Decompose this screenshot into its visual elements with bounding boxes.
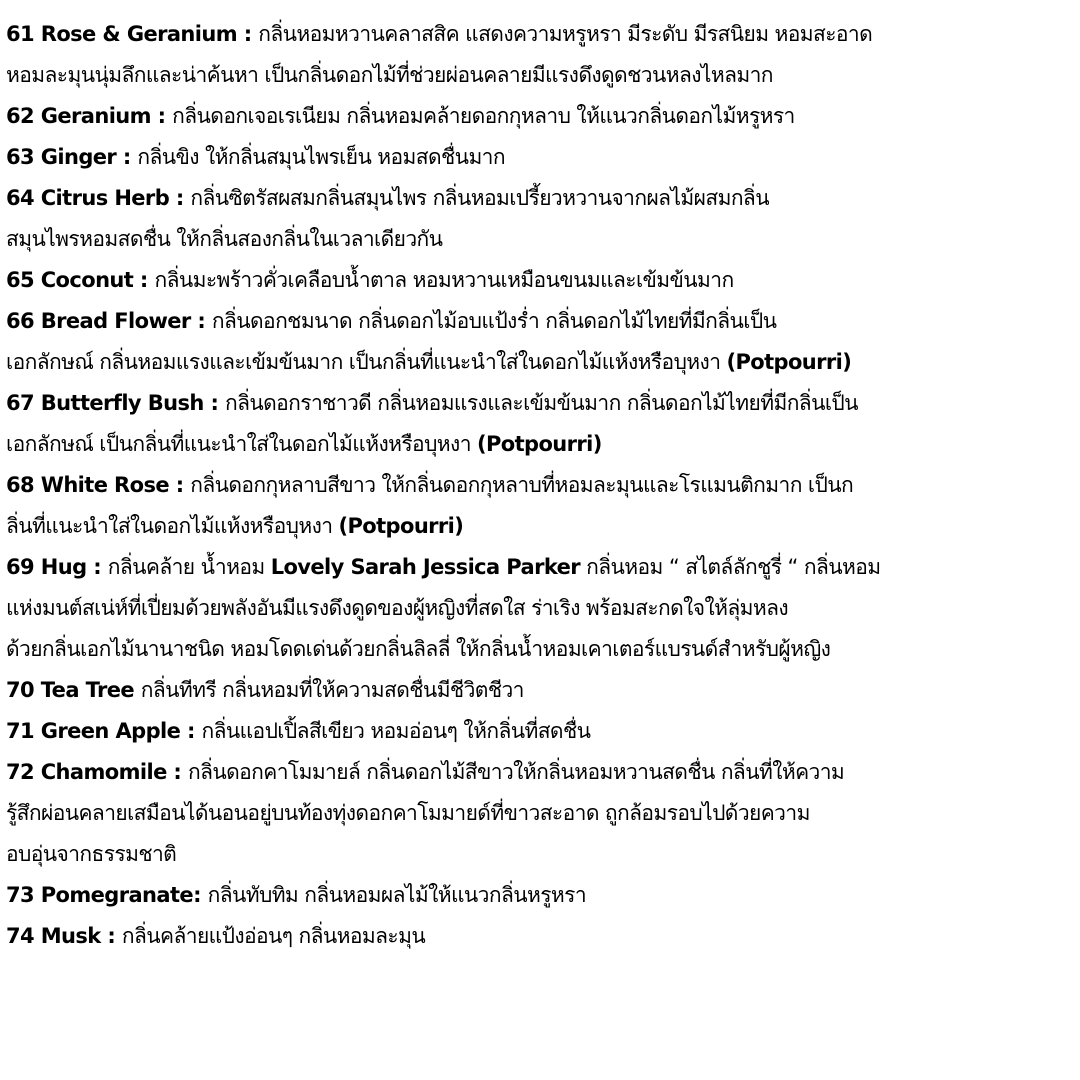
scent-separator: : bbox=[180, 719, 202, 743]
entry-line bbox=[6, 96, 1072, 137]
scent-description: กลิ่นขิง ให้กลิ่นสมุนไพรเย็น หอมสดชื่นมาก bbox=[137, 145, 505, 169]
scent-title bbox=[6, 145, 137, 169]
scent-description: สมุนไพรหอมสดชื่น ให้กลิ่นสองกลิ่นในเวลาเดียวกัน bbox=[6, 227, 443, 251]
scent-description: รู้สึกผ่อนคลายเสมือนได้นอนอยู่บนท้องทุ่งดอกคาโมมายด์ที่ขาวสะอาด ถูกล้อมรอบไปด้วยความ bbox=[6, 801, 810, 825]
scent-description: กลิ่นดอกเจอเรเนียม กลิ่นหอมคล้ายดอกกุหลาบ ให้แนวกลิ่นดอกไม้หรูหรา bbox=[172, 104, 795, 128]
entry-line bbox=[6, 219, 1072, 260]
scent-number: 70 bbox=[6, 678, 35, 702]
scent-entry bbox=[6, 383, 1072, 465]
scent-entry bbox=[6, 260, 1072, 301]
entry-line bbox=[6, 465, 1072, 506]
scent-name: Tea Tree bbox=[40, 678, 135, 702]
scent-title bbox=[6, 391, 225, 415]
scent-entry bbox=[6, 137, 1072, 178]
latin-term: (Potpourri) bbox=[338, 514, 464, 538]
scent-separator: : bbox=[100, 924, 122, 948]
scent-name: Pomegranate bbox=[40, 883, 194, 907]
scent-name: White Rose bbox=[40, 473, 169, 497]
scent-title bbox=[6, 678, 141, 702]
scent-separator: : bbox=[193, 883, 208, 907]
entry-line bbox=[6, 55, 1072, 96]
entry-line bbox=[6, 342, 1072, 383]
entry-line bbox=[6, 301, 1072, 342]
scent-name: Hug bbox=[40, 555, 87, 579]
scent-title bbox=[6, 924, 122, 948]
entry-line bbox=[6, 588, 1072, 629]
scent-name: Coconut bbox=[40, 268, 134, 292]
scent-number: 71 bbox=[6, 719, 35, 743]
scent-entry bbox=[6, 465, 1072, 547]
scent-description: กลิ่นแอปเปิ้ลสีเขียว หอมอ่อนๆ ให้กลิ่นที่สดชื่น bbox=[201, 719, 591, 743]
scent-description: เอกลักษณ์ เป็นกลิ่นที่แนะนำใส่ในดอกไม้แห้งหรือบุหงา (Potpourri) bbox=[6, 432, 602, 456]
entry-line bbox=[6, 793, 1072, 834]
scent-separator: : bbox=[169, 473, 191, 497]
scent-number: 67 bbox=[6, 391, 35, 415]
scent-description: กลิ่นดอกชมนาด กลิ่นดอกไม้อบแป้งร่ำ กลิ่นดอกไม้ไทยที่มีกลิ่นเป็น bbox=[211, 309, 777, 333]
scent-separator: : bbox=[169, 186, 191, 210]
scent-entry bbox=[6, 96, 1072, 137]
entry-line bbox=[6, 711, 1072, 752]
entry-line bbox=[6, 14, 1072, 55]
scent-number: 72 bbox=[6, 760, 35, 784]
entry-line bbox=[6, 178, 1072, 219]
scent-separator: : bbox=[150, 104, 173, 128]
scent-name: Green Apple bbox=[40, 719, 181, 743]
scent-separator bbox=[134, 678, 141, 702]
scent-entry bbox=[6, 14, 1072, 96]
scent-description: เอกลักษณ์ กลิ่นหอมแรงและเข้มข้นมาก เป็นกลิ่นที่แนะนำใส่ในดอกไม้แห้งหรือบุหงา (Potpourri) bbox=[6, 350, 852, 374]
latin-term: (Potpourri) bbox=[476, 432, 602, 456]
scent-entry bbox=[6, 916, 1072, 957]
scent-number: 61 bbox=[6, 22, 35, 46]
entry-line bbox=[6, 752, 1072, 793]
entry-line bbox=[6, 137, 1072, 178]
scent-entry bbox=[6, 711, 1072, 752]
entry-line bbox=[6, 383, 1072, 424]
scent-name: Butterfly Bush bbox=[40, 391, 204, 415]
scent-name: Ginger bbox=[40, 145, 117, 169]
scent-name: Geranium bbox=[40, 104, 151, 128]
scent-description: กลิ่นคล้าย น้ำหอม Lovely Sarah Jessica Parker กลิ่นหอม “ สไตล์ลักชูรี่ “ กลิ่นหอม bbox=[107, 555, 881, 579]
scent-separator: : bbox=[116, 145, 138, 169]
scent-title bbox=[6, 555, 108, 579]
scent-entry bbox=[6, 301, 1072, 383]
entry-line bbox=[6, 547, 1072, 588]
scent-title bbox=[6, 104, 172, 128]
scent-description: หอมละมุนนุ่มลึกและน่าค้นหา เป็นกลิ่นดอกไม้ที่ช่วยผ่อนคลายมีแรงดึงดูดชวนหลงไหลมาก bbox=[6, 63, 773, 87]
scent-title bbox=[6, 268, 154, 292]
scent-separator: : bbox=[86, 555, 108, 579]
scent-number: 68 bbox=[6, 473, 35, 497]
entry-line bbox=[6, 629, 1072, 670]
scent-separator: : bbox=[190, 309, 212, 333]
scent-title bbox=[6, 760, 188, 784]
scent-description: กลิ่นดอกราชาวดี กลิ่นหอมแรงและเข้มข้นมาก กลิ่นดอกไม้ไทยที่มีกลิ่นเป็น bbox=[224, 391, 858, 415]
scent-number: 63 bbox=[6, 145, 35, 169]
scent-number: 64 bbox=[6, 186, 35, 210]
entry-line bbox=[6, 916, 1072, 957]
scent-number: 73 bbox=[6, 883, 35, 907]
scent-entry bbox=[6, 178, 1072, 260]
scent-entry bbox=[6, 670, 1072, 711]
entry-line bbox=[6, 834, 1072, 875]
scent-description: ด้วยกลิ่นเอกไม้นานาชนิด หอมโดดเด่นด้วยกลิ่นลิลลี่ ให้กลิ่นน้ำหอมเคาเตอร์แบรนด์สำหรับผู้หญิง bbox=[6, 637, 831, 661]
scent-number: 65 bbox=[6, 268, 35, 292]
scent-entry bbox=[6, 547, 1072, 670]
entry-line bbox=[6, 506, 1072, 547]
scent-name: Bread Flower bbox=[40, 309, 191, 333]
scent-entry bbox=[6, 752, 1072, 875]
entry-line bbox=[6, 670, 1072, 711]
entry-line bbox=[6, 424, 1072, 465]
scent-description: กลิ่นคล้ายแป้งอ่อนๆ กลิ่นหอมละมุน bbox=[121, 924, 426, 948]
scent-description: กลิ่นดอกกุหลาบสีขาว ให้กลิ่นดอกกุหลาบที่หอมละมุนและโรแมนติกมาก เป็นก bbox=[190, 473, 854, 497]
scent-description: กลิ่นดอกคาโมมายล์ กลิ่นดอกไม้สีขาวให้กลิ่นหอมหวานสดชื่น กลิ่นที่ให้ความ bbox=[187, 760, 845, 784]
scent-entry bbox=[6, 875, 1072, 916]
latin-term: (Potpourri) bbox=[726, 350, 852, 374]
scent-name: Rose & Geranium bbox=[40, 22, 238, 46]
scent-list bbox=[6, 14, 1072, 957]
scent-number: 69 bbox=[6, 555, 35, 579]
scent-number: 62 bbox=[6, 104, 35, 128]
scent-name: Musk bbox=[40, 924, 101, 948]
scent-title bbox=[6, 883, 208, 907]
scent-description: กลิ่นหอมหวานคลาสสิค แสดงความหรูหรา มีระดับ มีรสนิยม หอมสะอาด bbox=[258, 22, 873, 46]
scent-description: ลิ่นที่แนะนำใส่ในดอกไม้แห้งหรือบุหงา (Potpourri) bbox=[6, 514, 464, 538]
scent-title bbox=[6, 186, 190, 210]
scent-description: อบอุ่นจากธรรมชาติ bbox=[6, 842, 177, 866]
scent-description: แห่งมนต์สเน่ห์ที่เปี่ยมด้วยพลังอันมีแรงดึงดูดของผู้หญิงที่สดใส ร่าเริง พร้อมสะกดใจให้ลุ่มหลง bbox=[6, 596, 789, 620]
scent-title bbox=[6, 719, 201, 743]
latin-term: Lovely Sarah Jessica Parker bbox=[270, 555, 581, 579]
scent-number: 66 bbox=[6, 309, 35, 333]
scent-description: กลิ่นซิตรัสผสมกลิ่นสมุนไพร กลิ่นหอมเปรี้ยวหวานจากผลไม้ผสมกลิ่น bbox=[190, 186, 769, 210]
scent-description: กลิ่นทีทรี กลิ่นหอมที่ให้ความสดชื่นมีชีวิตชีวา bbox=[140, 678, 524, 702]
scent-separator: : bbox=[166, 760, 188, 784]
scent-separator: : bbox=[133, 268, 155, 292]
scent-title bbox=[6, 309, 212, 333]
scent-separator: : bbox=[203, 391, 225, 415]
scent-title bbox=[6, 473, 190, 497]
scent-description: กลิ่นมะพร้าวคั่วเคลือบน้ำตาล หอมหวานเหมือนขนมและเข้มข้นมาก bbox=[154, 268, 734, 292]
scent-number: 74 bbox=[6, 924, 35, 948]
scent-name: Chamomile bbox=[40, 760, 167, 784]
scent-name: Citrus Herb bbox=[40, 186, 170, 210]
scent-separator: : bbox=[237, 22, 259, 46]
entry-line bbox=[6, 260, 1072, 301]
scent-description: กลิ่นทับทิม กลิ่นหอมผลไม้ให้แนวกลิ่นหรูหรา bbox=[207, 883, 587, 907]
entry-line bbox=[6, 875, 1072, 916]
scent-title bbox=[6, 22, 258, 46]
